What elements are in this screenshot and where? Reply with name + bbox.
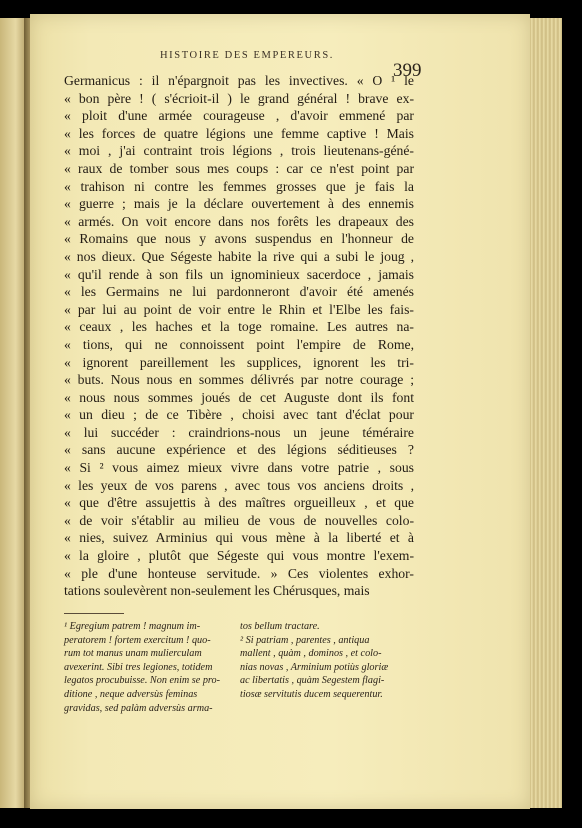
facing-page-edge <box>0 18 26 808</box>
text-line: « les yeux de vos parens , avec tous vos anciens droits , <box>64 477 414 493</box>
text-line: « nos dieux. Que Ségeste habite la rive qui a subi le joug , <box>64 248 414 264</box>
footnote-line: ditione , neque adversùs feminas <box>64 688 198 700</box>
text-line: « lui succéder : craindrions-nous un jeune téméraire <box>64 424 414 440</box>
text-line: « de voir s'établir au milieu de vous de nouvelles colo- <box>64 512 414 528</box>
running-head: HISTOIRE DES EMPEREURS. <box>160 50 334 61</box>
text-line: « bon père ! ( s'écrioit-il ) le grand général ! brave ex- <box>64 90 414 106</box>
footnote-line: mallent , quàm , dominos , et colo- <box>240 648 382 660</box>
footnote-line: avexerint. Sibi tres legiones, totidem <box>64 661 213 673</box>
text-line: « sans aucune expérience et des légions séditieuses ? <box>64 442 414 458</box>
text-line: « moi , j'ai contraint trois légions , trois lieutenans-géné- <box>64 143 414 159</box>
text-line: « nous nous sommes joués de cet Auguste dont ils font <box>64 389 414 405</box>
text-line: « les Germains ne lui pardonneront d'avoir été amenés <box>64 284 414 300</box>
text-line: « nies, suivez Arminius qui vous mène à la liberté et à <box>64 530 414 546</box>
text-line: « que d'être assujettis à des maîtres orgueilleux , et que <box>64 495 414 511</box>
text-line: « ignorent pareillement les supplices, ignorent les tri- <box>64 354 414 370</box>
text-line: Germanicus : il n'épargnoit pas les invectives. « O ¹ le <box>64 73 414 88</box>
body-text <box>64 72 414 600</box>
text-line: « tions, qui ne connoissent point l'empire de Rome, <box>64 336 414 352</box>
text-line: « guerre ; mais je la déclare ouvertement à des ennemis <box>64 196 414 212</box>
text-line: « qu'il rende à son fils un ignominieux sacerdoce , jamais <box>64 266 414 282</box>
text-line: « par lui au point de voir entre le Rhin et l'Elbe les fais- <box>64 301 414 317</box>
footnote-line: nias novas , Arminium potiùs gloriæ <box>240 661 389 673</box>
text-line: « ploit d'une armée courageuse , d'avoir emmené par <box>64 108 414 124</box>
page-number: 399 <box>393 60 422 81</box>
text-line: « buts. Nous nous en sommes délivrés par notre courage ; <box>64 372 414 388</box>
text-line: « Romains que nous y avons suspendus en l'honneur de <box>64 231 414 247</box>
text-line: « raux de tomber sous mes coups : car ce n'est point par <box>64 160 414 176</box>
footnotes-left-column <box>64 620 229 715</box>
text-line: « armés. On voit encore dans nos forêts les drapeaux des <box>64 213 414 229</box>
footnote-line: ² Si patriam , parentes , antiqua <box>240 634 370 646</box>
text-line: tations soulevèrent non-seulement les Chérusques, mais <box>64 583 370 599</box>
footnote-rule <box>64 613 124 614</box>
text-line: « ple d'une honteuse servitude. » Ces violentes exhor- <box>64 565 414 581</box>
text-line: « trahison ni contre les femmes grosses que je fais la <box>64 178 414 194</box>
text-line: « les forces de quatre légions une femme captive ! Mais <box>64 125 414 141</box>
footnote-line: tiosæ servitutis ducem sequerentur. <box>240 688 383 700</box>
text-line: « ceaux , les haches et la toge romaine. Les autres na- <box>64 319 414 335</box>
footnote-line: legatos procubuisse. Non enim se pro- <box>64 675 221 687</box>
footnote-line: tos bellum tractare. <box>240 621 320 632</box>
footnotes-right-column <box>240 620 414 702</box>
footnote-line: rum tot manus unam mulierculam <box>64 648 202 660</box>
footnote-line: ¹ Egregium patrem ! magnum im- <box>64 621 201 632</box>
text-line: « un dieu ; de ce Tibère , choisi avec tant d'éclat pour <box>64 407 414 423</box>
footnote-line: gravidas, sed palàm adversùs arma- <box>64 702 213 714</box>
footnote-line: peratorem ! fortem exercitum ! quo- <box>64 634 211 646</box>
text-line: « la gloire , plutôt que Ségeste qui vous montre l'exem- <box>64 548 414 564</box>
footnote-line: ac libertatis , quàm Segestem flagi- <box>240 675 385 687</box>
text-line: « Si ² vous aimez mieux vivre dans votre patrie , sous <box>64 460 414 476</box>
